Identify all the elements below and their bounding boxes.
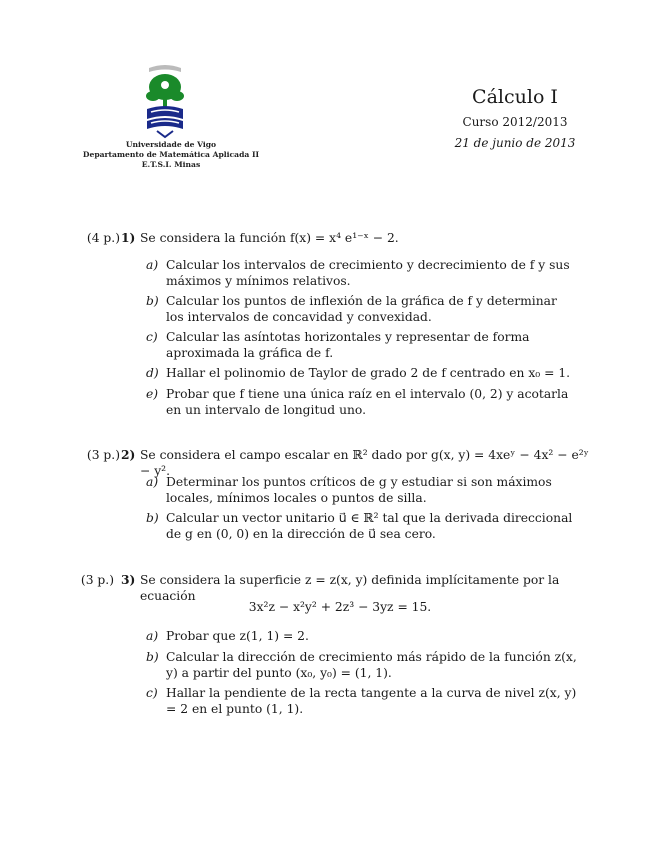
item-label: a): [146, 258, 159, 272]
problem-2-number: 2): [121, 447, 136, 462]
problem-2-points: (3 p.): [86, 448, 120, 462]
problem-1-item-c: [146, 329, 578, 361]
item-text: Calcular los puntos de inflexión de la gráfica de f y determinar los intervalos de concavidad y convexidad.: [166, 294, 557, 324]
department-name: Departamento de Matemática Aplicada II: [82, 150, 260, 159]
item-text: Hallar el polinomio de Taylor de grado 2 de f centrado en x₀ = 1.: [166, 366, 571, 380]
item-text: Calcular las asíntotas horizontales y representar de forma aproximada la gráfica de f.: [166, 330, 530, 360]
problem-1-number: 1): [121, 230, 136, 245]
problem-3-statement: Se considera la superficie z = z(x, y) definida implícitamente por la ecuación: [140, 573, 560, 603]
problem-3-equation: 3x²z − x²y² + 2z³ − 3yz = 15.: [248, 600, 432, 614]
problem-3-points: (3 p.): [80, 573, 114, 587]
item-text: Hallar la pendiente de la recta tangente a la curva de nivel z(x, y) = 2 en el punto (1, 1).: [166, 686, 577, 716]
problem-1-item-d: [146, 365, 578, 381]
item-label: d): [146, 366, 159, 380]
problem-3-item-a: [146, 628, 578, 644]
problem-2-item-a: [146, 474, 578, 506]
problem-3-item-b: [146, 649, 578, 681]
item-label: a): [146, 475, 159, 489]
item-label: b): [146, 650, 159, 664]
problem-1-points: (4 p.): [86, 231, 120, 245]
problem-1-item-a: [146, 257, 578, 289]
problem-3-item-c: [146, 685, 578, 717]
university-name: Universidade de Vigo: [125, 140, 217, 149]
item-text: Calcular un vector unitario u⃗ ∈ ℝ² tal que la derivada direccional de g en (0, 0) en la dirección de u⃗ sea cero.: [166, 511, 573, 541]
page-title: Cálculo I: [472, 86, 558, 108]
item-text: Probar que f tiene una única raíz en el intervalo (0, 2) y acotarla en un intervalo de longitud uno.: [166, 387, 569, 417]
problem-2-statement: Se considera el campo escalar en ℝ² dado por g(x, y) = 4xeʸ − 4x² − e²ʸ − y².: [140, 448, 589, 478]
item-label: c): [146, 330, 158, 344]
item-label: e): [146, 387, 159, 401]
problem-3-number: 3): [121, 572, 136, 587]
problem-2-item-b: [146, 510, 578, 542]
problem-1-item-b: [146, 293, 578, 325]
university-logo: [143, 63, 187, 139]
exam-date: 21 de junio de 2013: [454, 136, 576, 150]
school-name: E.T.S.I. Minas: [141, 160, 201, 169]
item-label: b): [146, 294, 159, 308]
item-text: Determinar los puntos críticos de g y estudiar si son máximos locales, mínimos locales o puntos de silla.: [166, 475, 552, 505]
course-year: Curso 2012/2013: [462, 115, 568, 129]
item-text: Calcular los intervalos de crecimiento y decrecimiento de f y sus máximos y mínimos relativos.: [166, 258, 570, 288]
item-text: Calcular la dirección de crecimiento más rápido de la función z(x, y) a partir del punto (x₀, y₀) = (1, 1).: [166, 650, 577, 680]
problem-1-item-e: [146, 386, 578, 418]
item-label: a): [146, 629, 159, 643]
problem-1-statement: Se considera la función f(x) = x⁴ e¹⁻ˣ − 2.: [140, 231, 399, 245]
item-label: b): [146, 511, 159, 525]
item-label: c): [146, 686, 158, 700]
item-text: Probar que z(1, 1) = 2.: [166, 629, 309, 643]
